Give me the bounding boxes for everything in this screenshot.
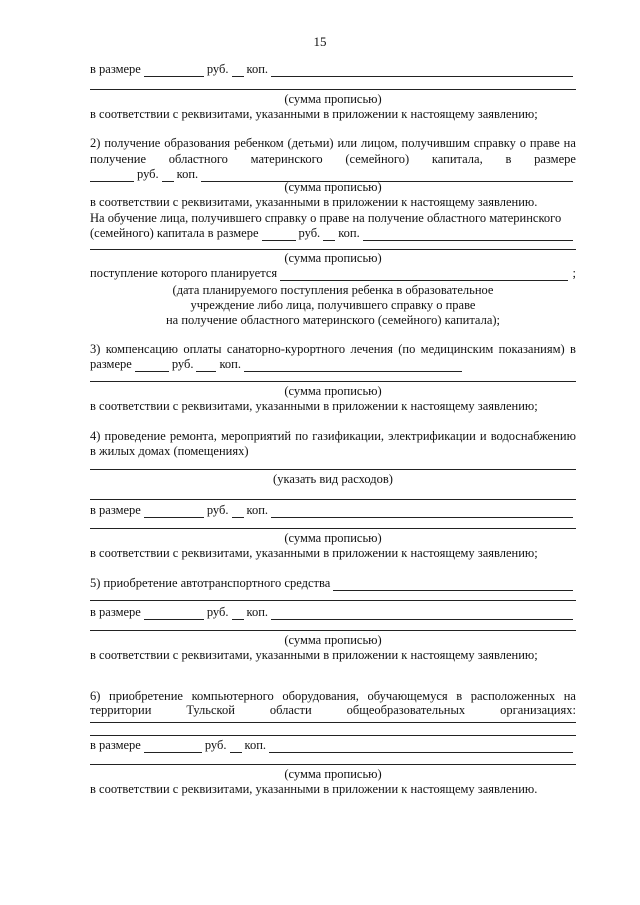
word: в bbox=[569, 342, 576, 356]
kop-label: коп. bbox=[338, 226, 360, 240]
in-amount-label: в размере bbox=[90, 503, 141, 517]
rub-blank[interactable] bbox=[144, 506, 204, 518]
planned-admission-line bbox=[90, 266, 576, 281]
word: Тульской bbox=[186, 703, 235, 717]
rub-label: руб. bbox=[206, 605, 229, 619]
vehicle-blank[interactable] bbox=[333, 579, 573, 591]
word: оборудования, bbox=[282, 689, 359, 703]
kop-blank[interactable] bbox=[232, 506, 244, 518]
sum-words-caption: (сумма прописью) bbox=[284, 92, 382, 106]
section-4-line-1 bbox=[90, 429, 576, 444]
rub-label: руб. bbox=[204, 738, 227, 752]
according-line: в соответствии с реквизитами, указанными в приложении к настоящему заявлению; bbox=[90, 546, 538, 560]
word: газификации, bbox=[312, 429, 385, 443]
planned-caption-1: (дата планируемого поступления ребенка в образовательное bbox=[172, 283, 494, 297]
word: на bbox=[563, 689, 576, 703]
expense-type-rule-2[interactable] bbox=[90, 499, 576, 500]
sum-words-rule[interactable] bbox=[90, 528, 576, 529]
rub-blank[interactable] bbox=[144, 65, 204, 77]
word: капитала, bbox=[431, 152, 483, 166]
education-line-2 bbox=[90, 226, 576, 241]
sum-words-blank[interactable] bbox=[271, 65, 573, 77]
word: лечения bbox=[350, 342, 393, 356]
in-amount-label: в размере bbox=[90, 605, 141, 619]
vehicle-label: 5) приобретение автотранспортного средства bbox=[90, 576, 331, 590]
section-4-line-2: в жилых домах (помещениях) bbox=[90, 444, 249, 458]
according-line: в соответствии с реквизитами, указанными в приложении к настоящему заявлению; bbox=[90, 399, 538, 413]
word: по bbox=[295, 429, 309, 443]
word: областного bbox=[168, 152, 228, 166]
kop-blank[interactable] bbox=[230, 741, 242, 753]
word: справку bbox=[473, 136, 516, 150]
kop-label: коп. bbox=[176, 167, 199, 181]
according-line: в соответствии с реквизитами, указанными в приложении к настоящему заявлению; bbox=[90, 648, 538, 662]
word: в bbox=[505, 152, 512, 166]
word: лицом, bbox=[360, 136, 398, 150]
amount-line-3 bbox=[90, 357, 576, 372]
expense-type-caption: (указать вид расходов) bbox=[273, 472, 393, 486]
word: расположенных bbox=[470, 689, 556, 703]
sum-words-blank[interactable] bbox=[269, 741, 573, 753]
sum-words-caption: (сумма прописью) bbox=[284, 633, 382, 647]
word: компенсацию bbox=[105, 342, 178, 356]
sum-words-caption: (сумма прописью) bbox=[284, 384, 382, 398]
word: общеобразовательных bbox=[346, 703, 466, 717]
sum-words-rule[interactable] bbox=[90, 630, 576, 631]
sum-words-caption: (сумма прописью) bbox=[284, 180, 382, 194]
kop-label: коп. bbox=[246, 605, 269, 619]
education-amount-label: (семейного) капитала в размере bbox=[90, 226, 259, 240]
planned-caption-2: учреждение либо лица, получившего справку о праве bbox=[190, 298, 476, 312]
section-2-line-1 bbox=[90, 136, 576, 151]
sum-words-rule[interactable] bbox=[90, 764, 576, 765]
kop-label: коп. bbox=[244, 738, 267, 752]
kop-label: коп. bbox=[219, 357, 241, 371]
amount-line-4 bbox=[90, 503, 576, 518]
word: области bbox=[269, 703, 312, 717]
kop-label: коп. bbox=[246, 62, 269, 76]
sum-words-blank[interactable] bbox=[244, 360, 462, 372]
rub-blank[interactable] bbox=[135, 360, 169, 372]
rub-blank[interactable] bbox=[262, 229, 296, 241]
word: о bbox=[519, 136, 527, 150]
sum-words-blank[interactable] bbox=[363, 229, 573, 241]
word: получение bbox=[90, 152, 147, 166]
amount-line-5 bbox=[90, 605, 576, 620]
word: получение bbox=[104, 136, 161, 150]
word: приобретение bbox=[109, 689, 183, 703]
word: в bbox=[456, 689, 463, 703]
word: территории bbox=[90, 703, 152, 717]
sum-words-rule[interactable] bbox=[90, 89, 576, 90]
according-line: в соответствии с реквизитами, указанными в приложении к настоящему заявлению; bbox=[90, 107, 538, 121]
sum-words-caption: (сумма прописью) bbox=[284, 251, 382, 265]
word: 2) bbox=[90, 136, 101, 150]
word: мероприятий bbox=[220, 429, 292, 443]
kop-blank[interactable] bbox=[196, 360, 216, 372]
word: (семейного) bbox=[345, 152, 410, 166]
word: на bbox=[563, 136, 576, 150]
page-number: 15 bbox=[313, 34, 327, 49]
kop-label: коп. bbox=[246, 503, 269, 517]
word: водоснабжению bbox=[490, 429, 576, 443]
planned-caption-3: на получение областного материнского (семейного) капитала); bbox=[165, 313, 501, 327]
in-amount-label: в размере bbox=[90, 62, 141, 76]
in-amount-label: размере bbox=[90, 357, 132, 371]
word: получившим bbox=[401, 136, 470, 150]
word: (по bbox=[398, 342, 416, 356]
word: санаторно-курортного bbox=[226, 342, 346, 356]
in-amount-label: в размере bbox=[90, 738, 141, 752]
word: образования bbox=[164, 136, 231, 150]
planned-date-blank[interactable] bbox=[280, 269, 567, 281]
word: материнского bbox=[250, 152, 323, 166]
sum-words-rule[interactable] bbox=[90, 249, 576, 250]
according-line: в соответствии с реквизитами, указанными в приложении к настоящему заявлению. bbox=[90, 195, 538, 209]
word: 4) bbox=[90, 429, 101, 443]
word: или bbox=[337, 136, 358, 150]
expense-type-rule[interactable] bbox=[90, 469, 576, 470]
word: организациях: bbox=[500, 703, 576, 717]
section-5-line-1 bbox=[90, 576, 576, 591]
education-line-1: На обучение лица, получившего справку о праве на получение областного материнского bbox=[90, 211, 562, 225]
section-6-line-1 bbox=[90, 689, 576, 704]
section-3-line-1 bbox=[90, 342, 576, 357]
word: оплаты bbox=[183, 342, 222, 356]
kop-blank[interactable] bbox=[232, 608, 244, 620]
word: показаниям) bbox=[498, 342, 565, 356]
word: ремонта, bbox=[169, 429, 217, 443]
amount-line-1 bbox=[90, 62, 576, 77]
word: ребенком bbox=[234, 136, 284, 150]
word: медицинским bbox=[420, 342, 494, 356]
rub-label: руб. bbox=[137, 167, 159, 181]
planned-admission-label: поступление которого планируется bbox=[90, 266, 278, 280]
rub-label: руб. bbox=[171, 357, 194, 371]
semicolon: ; bbox=[572, 266, 576, 280]
rub-blank[interactable] bbox=[144, 741, 202, 753]
sum-words-blank[interactable] bbox=[271, 608, 573, 620]
according-line: в соответствии с реквизитами, указанными в приложении к настоящему заявлению. bbox=[90, 782, 538, 796]
sum-words-rule[interactable] bbox=[90, 381, 576, 382]
section-2-line-2 bbox=[90, 152, 576, 167]
rub-label: руб. bbox=[298, 226, 321, 240]
rub-label: руб. bbox=[206, 62, 229, 76]
amount-line-6 bbox=[90, 738, 576, 753]
kop-blank[interactable] bbox=[232, 65, 244, 77]
word: 3) bbox=[90, 342, 101, 356]
sum-words-blank[interactable] bbox=[271, 506, 573, 518]
word: праве bbox=[529, 136, 560, 150]
organizations-rule-2[interactable] bbox=[90, 735, 576, 736]
kop-blank[interactable] bbox=[323, 229, 335, 241]
section-6-line-2 bbox=[90, 703, 576, 718]
word: (детьми) bbox=[287, 136, 334, 150]
word: и bbox=[479, 429, 487, 443]
sum-words-caption: (сумма прописью) bbox=[284, 531, 382, 545]
sum-words-caption: (сумма прописью) bbox=[284, 767, 382, 781]
rub-label: руб. bbox=[206, 503, 229, 517]
word: проведение bbox=[104, 429, 166, 443]
word: обучающемуся bbox=[367, 689, 448, 703]
rub-blank[interactable] bbox=[144, 608, 204, 620]
word: размере bbox=[534, 152, 576, 166]
word: компьютерного bbox=[191, 689, 274, 703]
vehicle-rule[interactable] bbox=[90, 600, 576, 601]
word: 6) bbox=[90, 689, 101, 703]
organizations-rule-1[interactable] bbox=[90, 722, 576, 723]
word: электрификации bbox=[388, 429, 476, 443]
